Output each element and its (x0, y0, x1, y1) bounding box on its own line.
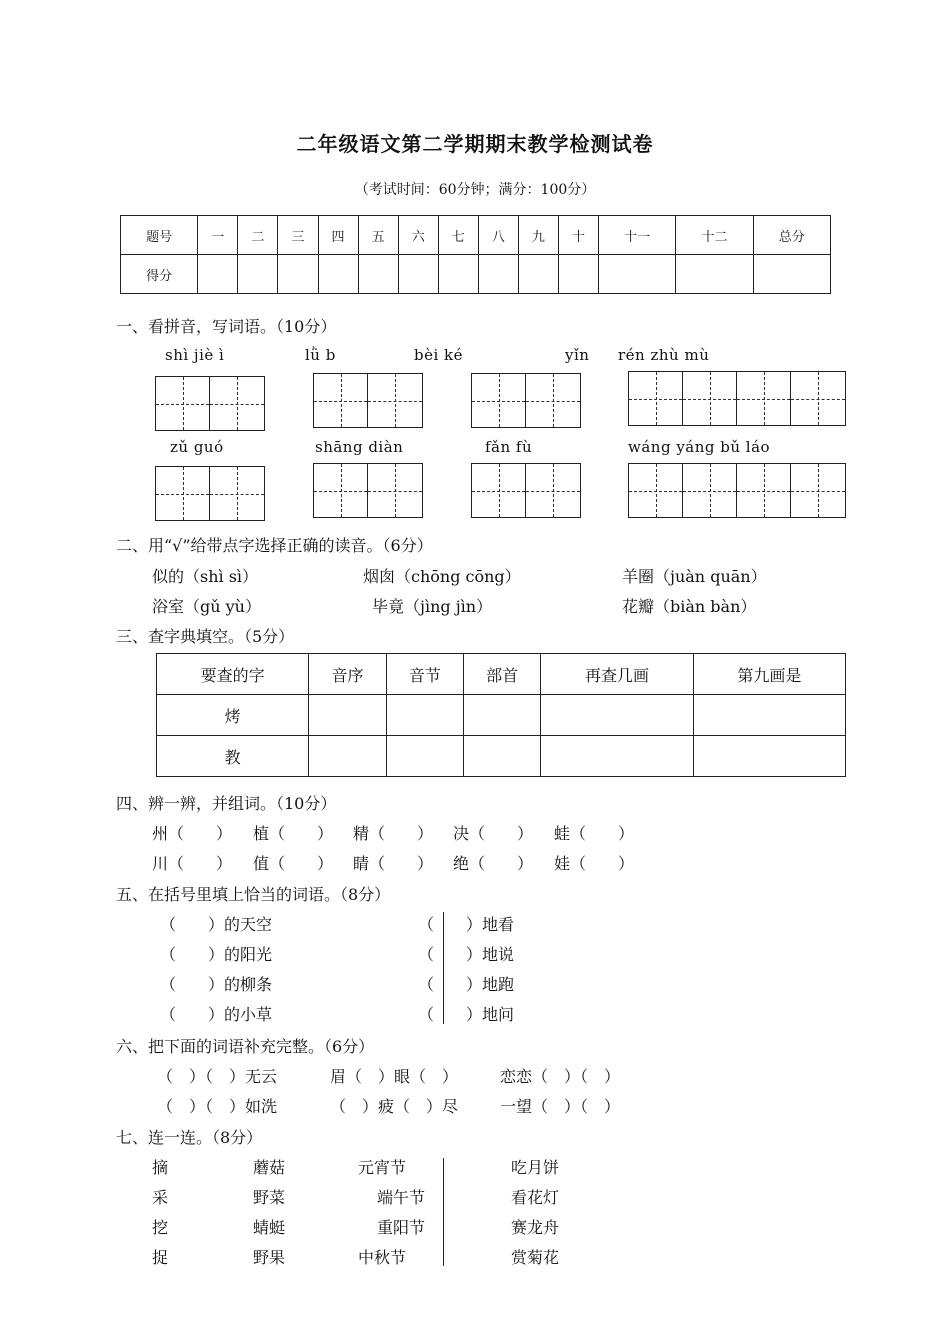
pinyin-label: shì jiè ì (165, 346, 225, 364)
answer-cell[interactable] (464, 736, 541, 777)
phrase-blank[interactable]: （ ）的柳条 (160, 975, 273, 994)
match-item[interactable]: 捉 (152, 1248, 169, 1267)
answer-cell[interactable] (386, 695, 463, 736)
section-7-heading: 七、连一连。（8分） (116, 1128, 263, 1147)
writing-grid[interactable] (313, 463, 423, 518)
match-item[interactable]: 吃月饼 (511, 1158, 560, 1177)
answer-cell[interactable] (386, 736, 463, 777)
exam-info: （考试时间：60分钟；满分：100分） (354, 182, 596, 198)
word-blank[interactable]: 绝（ ） (453, 854, 534, 873)
phrase-blank[interactable]: （ ）地跑 (418, 975, 515, 994)
word-blank[interactable]: 精（ ） (353, 824, 434, 843)
pinyin-label: wáng yáng bǔ láo (628, 438, 771, 456)
match-item[interactable]: 蘑菇 (253, 1158, 286, 1177)
dictionary-header-cell: 部首 (464, 654, 541, 695)
phrase-blank[interactable]: （ ）地说 (418, 945, 515, 964)
answer-cell[interactable] (309, 695, 386, 736)
writing-grid[interactable] (313, 373, 423, 428)
match-item[interactable]: 摘 (152, 1158, 169, 1177)
idiom-blank[interactable]: 恋恋（ ）（ ） (500, 1067, 621, 1086)
phrase-blank[interactable]: （ ）的小草 (160, 1005, 273, 1024)
score-input-cell[interactable] (478, 255, 518, 294)
score-header-cell: 题号 (121, 216, 198, 255)
match-item[interactable]: 赏菊花 (511, 1248, 560, 1267)
match-item[interactable]: 野果 (253, 1248, 286, 1267)
word-blank[interactable]: 蛙（ ） (554, 824, 635, 843)
dictionary-header-cell: 再查几画 (541, 654, 693, 695)
match-item[interactable]: 重阳节 (377, 1218, 426, 1237)
reading-choice[interactable]: 似的（shì sì） (152, 567, 259, 586)
idiom-blank[interactable]: 一望（ ）（ ） (500, 1097, 621, 1116)
answer-cell[interactable] (541, 736, 693, 777)
answer-cell[interactable] (541, 695, 693, 736)
answer-cell[interactable] (693, 736, 845, 777)
reading-choice[interactable]: 羊圈（juàn quān） (622, 567, 767, 586)
score-header-cell: 总分 (753, 216, 830, 255)
match-item[interactable]: 采 (152, 1188, 169, 1207)
dictionary-header-row (157, 654, 846, 695)
writing-grid[interactable] (155, 376, 265, 431)
match-item[interactable]: 元宵节 (358, 1158, 407, 1177)
phrase-blank[interactable]: （ ）的阳光 (160, 945, 273, 964)
match-item[interactable]: 中秋节 (358, 1248, 407, 1267)
pinyin-label: lǜ b (305, 346, 336, 364)
score-input-cell[interactable] (198, 255, 238, 294)
score-header-cell: 十 (558, 216, 598, 255)
section-6-heading: 六、把下面的词语补充完整。（6分） (116, 1037, 375, 1056)
dictionary-header-cell: 要查的字 (157, 654, 309, 695)
reading-choice[interactable]: 烟囱（chōng cōng） (363, 567, 521, 586)
section-5-heading: 五、在括号里填上恰当的词语。（8分） (116, 885, 391, 904)
pinyin-label: zǔ guó (170, 438, 224, 456)
divider-line (443, 912, 444, 1024)
answer-cell[interactable] (309, 736, 386, 777)
writing-grid[interactable] (628, 371, 846, 426)
score-header-cell: 十一 (599, 216, 676, 255)
lookup-character: 烤 (157, 695, 309, 736)
match-item[interactable]: 看花灯 (511, 1188, 560, 1207)
score-header-cell: 三 (278, 216, 318, 255)
pinyin-label: bèi ké (414, 346, 464, 364)
pinyin-label: yǐn (565, 346, 590, 364)
match-item[interactable]: 赛龙舟 (511, 1218, 560, 1237)
section-4-heading: 四、辨一辨，并组词。（10分） (116, 794, 337, 813)
match-item[interactable]: 挖 (152, 1218, 169, 1237)
score-header-cell: 九 (518, 216, 558, 255)
score-value-row (121, 255, 831, 294)
section-1-heading: 一、看拼音，写词语。（10分） (116, 317, 337, 336)
writing-grid[interactable] (471, 373, 581, 428)
match-item[interactable]: 蜻蜓 (253, 1218, 286, 1237)
dictionary-header-cell: 第九画是 (693, 654, 845, 695)
answer-cell[interactable] (464, 695, 541, 736)
page-title: 二年级语文第二学期期末教学检测试卷 (296, 132, 654, 156)
pinyin-label: rén zhù mù (618, 346, 710, 364)
score-input-cell[interactable] (599, 255, 676, 294)
score-input-cell[interactable] (278, 255, 318, 294)
score-input-cell[interactable] (676, 255, 753, 294)
section-3-heading: 三、查字典填空。（5分） (116, 627, 295, 646)
score-row-label: 得分 (121, 255, 198, 294)
word-blank[interactable]: 州（ ） (152, 824, 233, 843)
word-blank[interactable]: 川（ ） (152, 854, 233, 873)
score-header-row (121, 216, 831, 255)
answer-cell[interactable] (693, 695, 845, 736)
score-header-cell: 五 (358, 216, 398, 255)
word-blank[interactable]: 娃（ ） (554, 854, 635, 873)
score-input-cell[interactable] (438, 255, 478, 294)
reading-choice[interactable]: 浴室（gǔ yù） (152, 597, 261, 616)
score-header-cell: 四 (318, 216, 358, 255)
score-input-cell[interactable] (398, 255, 438, 294)
phrase-blank[interactable]: （ ）的天空 (160, 915, 273, 934)
section-2-heading: 二、用“√”给带点字选择正确的读音。（6分） (116, 536, 433, 555)
dictionary-row (157, 736, 846, 777)
match-item[interactable]: 野菜 (253, 1188, 286, 1207)
dictionary-header-cell: 音节 (386, 654, 463, 695)
match-item[interactable]: 端午节 (377, 1188, 426, 1207)
idiom-blank[interactable]: （ ）疲（ ）尽 (330, 1097, 459, 1116)
score-header-cell: 八 (478, 216, 518, 255)
writing-grid[interactable] (628, 463, 846, 518)
score-header-cell: 六 (398, 216, 438, 255)
reading-choice[interactable]: 花瓣（biàn bàn） (622, 597, 757, 616)
pinyin-label: shāng diàn (315, 438, 404, 456)
score-input-cell[interactable] (518, 255, 558, 294)
dictionary-row (157, 695, 846, 736)
pinyin-label: fǎn fù (485, 438, 533, 456)
lookup-character: 教 (157, 736, 309, 777)
score-header-cell: 十二 (676, 216, 753, 255)
score-header-cell: 二 (238, 216, 278, 255)
divider-line (443, 1158, 444, 1266)
dictionary-table (156, 653, 846, 777)
score-table (120, 215, 831, 294)
score-input-cell[interactable] (358, 255, 398, 294)
phrase-blank[interactable]: （ ）地看 (418, 915, 515, 934)
word-blank[interactable]: 植（ ） (253, 824, 334, 843)
writing-grid[interactable] (471, 463, 581, 518)
score-input-cell[interactable] (558, 255, 598, 294)
score-header-cell: 一 (198, 216, 238, 255)
idiom-blank[interactable]: （ ）（ ）无云 (157, 1067, 278, 1086)
score-header-cell: 七 (438, 216, 478, 255)
score-input-cell[interactable] (318, 255, 358, 294)
phrase-blank[interactable]: （ ）地问 (418, 1005, 515, 1024)
idiom-blank[interactable]: 眉（ ）眼（ ） (330, 1067, 459, 1086)
word-blank[interactable]: 睛（ ） (353, 854, 434, 873)
word-blank[interactable]: 决（ ） (453, 824, 534, 843)
score-input-cell[interactable] (753, 255, 830, 294)
idiom-blank[interactable]: （ ）（ ）如洗 (157, 1097, 278, 1116)
word-blank[interactable]: 值（ ） (253, 854, 334, 873)
reading-choice[interactable]: 毕竟（jìng jìn） (372, 597, 493, 616)
score-input-cell[interactable] (238, 255, 278, 294)
dictionary-header-cell: 音序 (309, 654, 386, 695)
writing-grid[interactable] (155, 466, 265, 521)
